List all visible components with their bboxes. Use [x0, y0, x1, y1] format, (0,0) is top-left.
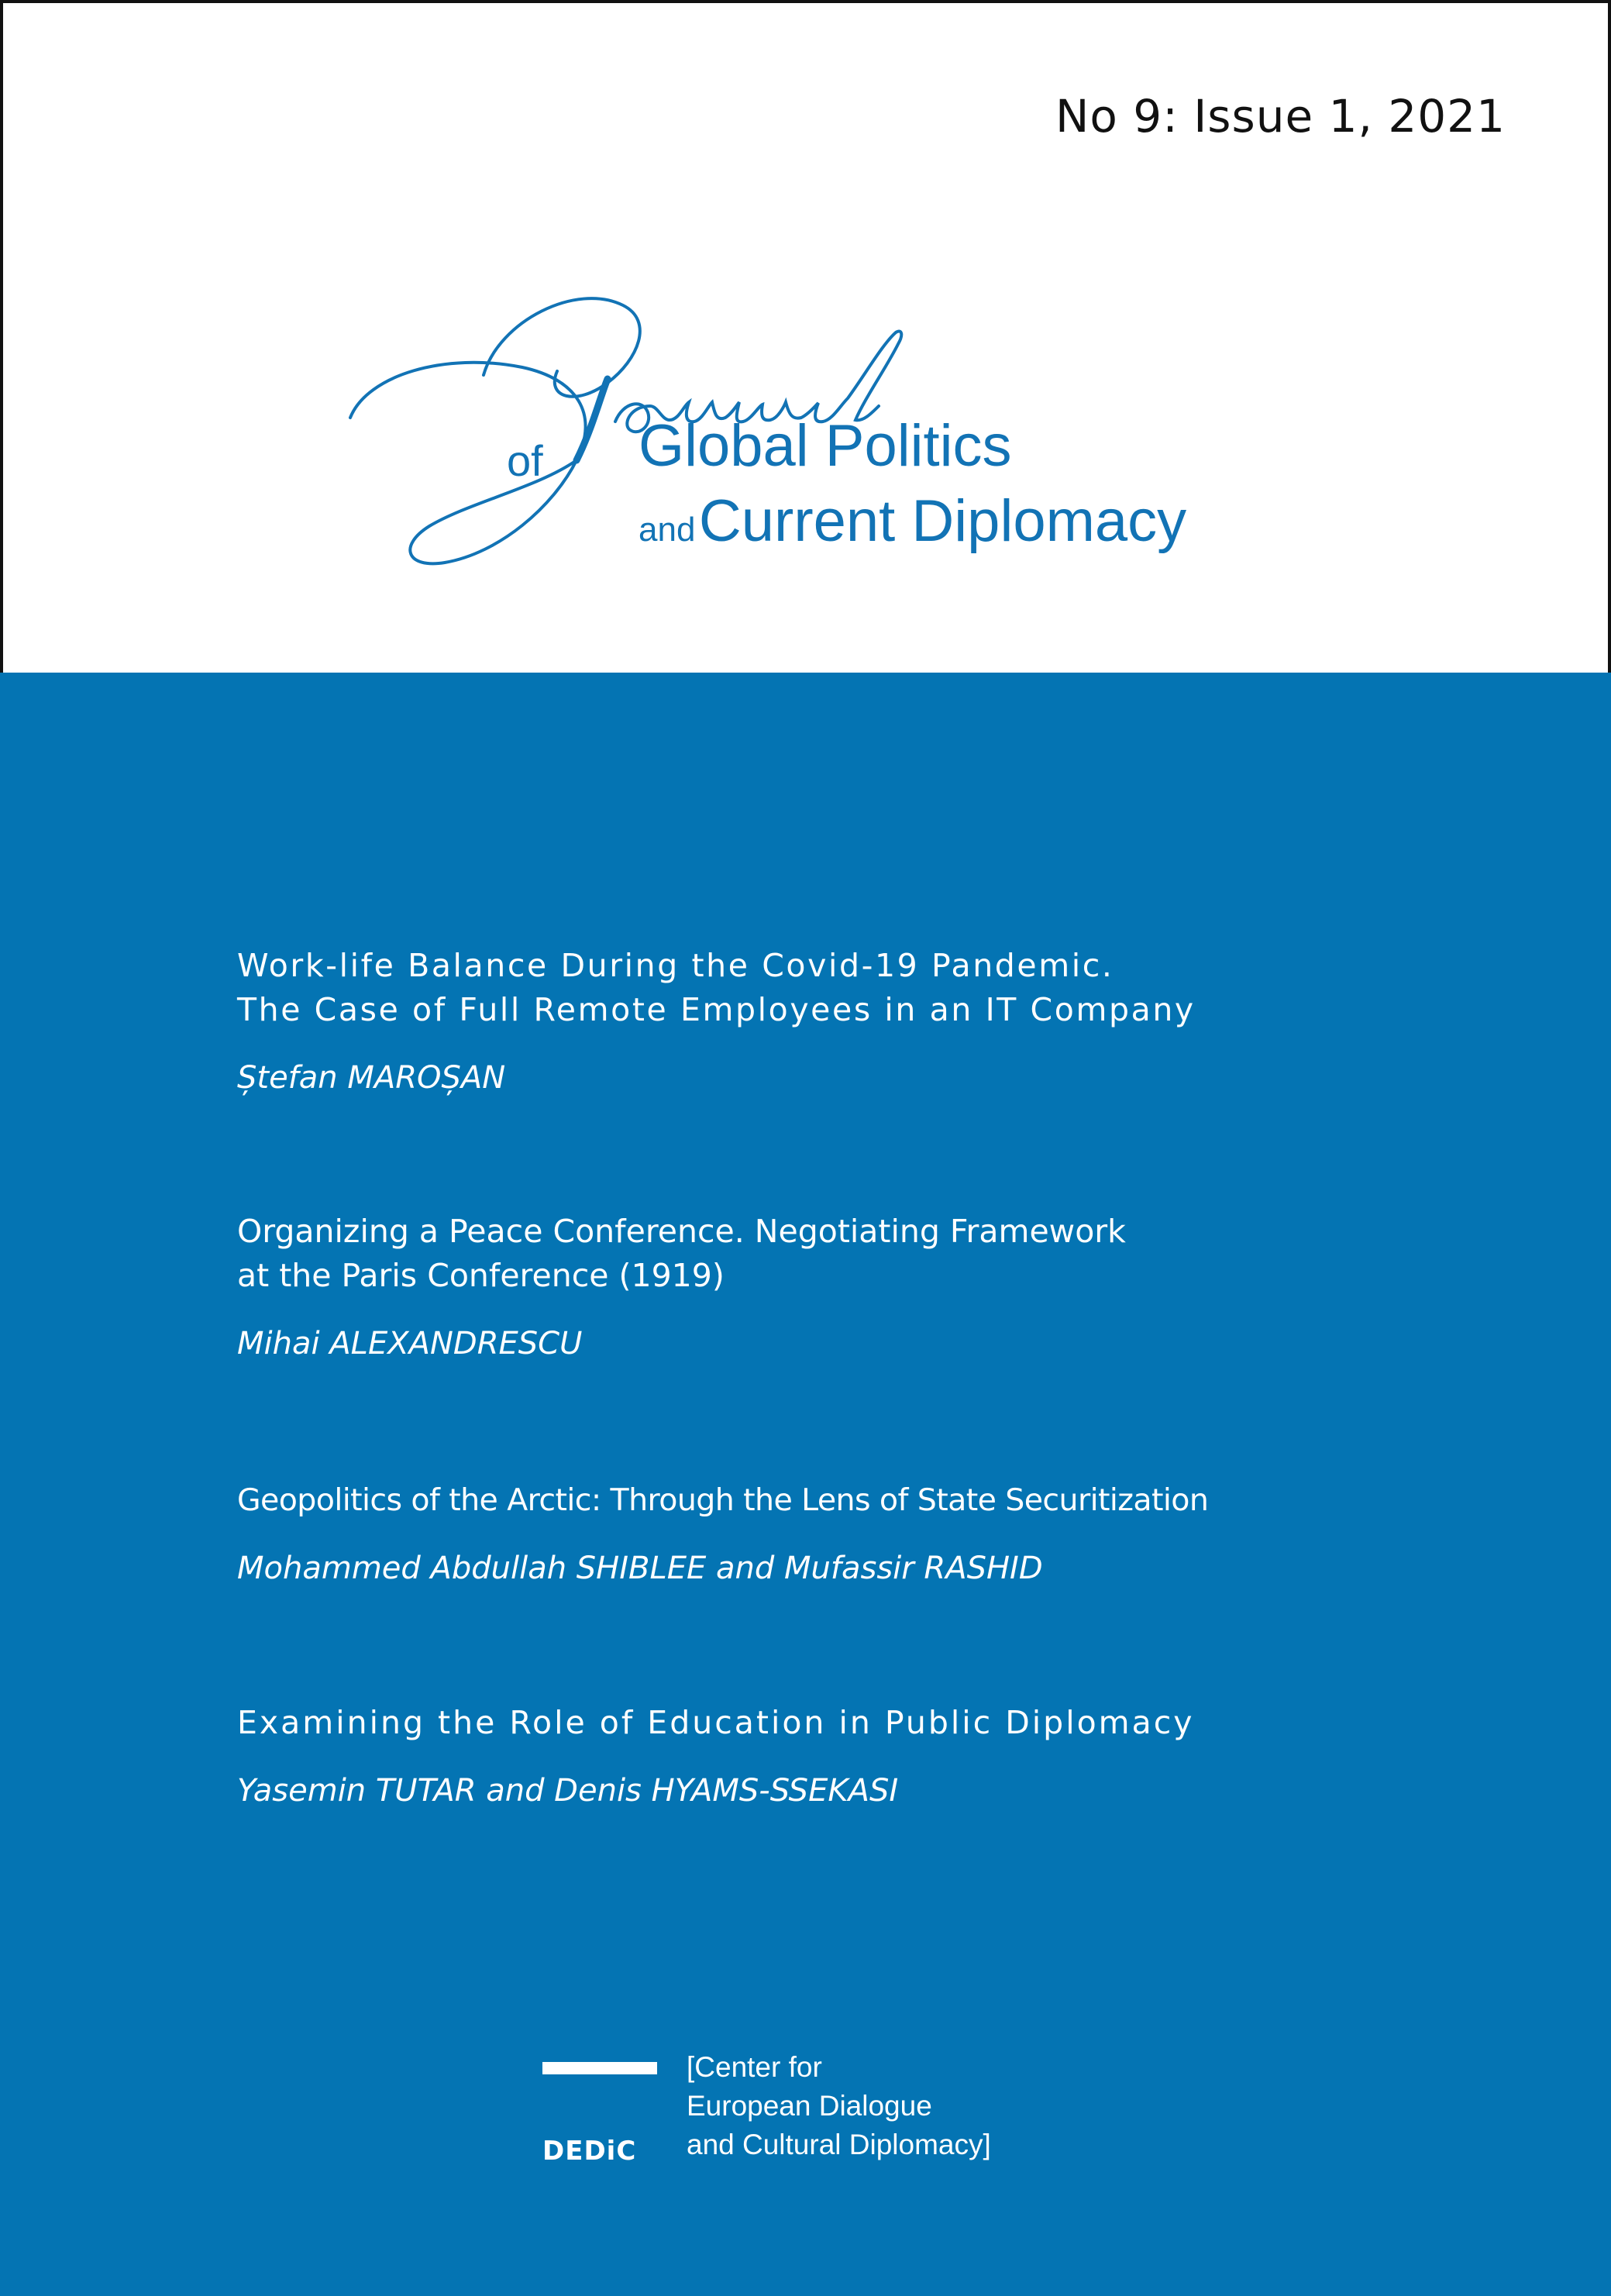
publisher-description [687, 2048, 991, 2164]
publisher-line: European Dialogue [687, 2090, 932, 2122]
article-authors: Ștefan MAROȘAN [237, 1060, 506, 1096]
publisher-name: DEDiC [542, 2136, 637, 2167]
cover-blue-panel [0, 673, 1611, 2296]
logo-and: and [639, 511, 696, 549]
article-item [237, 1701, 1415, 1809]
journal-logo [344, 290, 1351, 584]
issue-label: No 9: Issue 1, 2021 [1055, 90, 1506, 143]
logo-current-diplomacy-row [639, 487, 1186, 555]
publisher-block [542, 2051, 1085, 2217]
article-title: Organizing a Peace Conference. Negotiating Framework at the Paris Conference (1919) [237, 1213, 1126, 1294]
article-item [237, 1210, 1415, 1361]
article-title: Examining the Role of Education in Public Diplomacy [237, 1704, 1195, 1741]
logo-of: of [507, 436, 543, 485]
article-item [237, 1478, 1415, 1586]
article-item [237, 944, 1415, 1096]
article-authors: Mihai ALEXANDRESCU [237, 1326, 583, 1361]
article-authors: Mohammed Abdullah SHIBLEE and Mufassir RASHID [237, 1551, 1043, 1586]
article-title: Geopolitics of the Arctic: Through the Lens of State Securitization [237, 1482, 1209, 1518]
publisher-line: and Cultural Diplomacy] [687, 2129, 991, 2160]
article-title: Work-life Balance During the Covid-19 Pandemic. The Case of Full Remote Employees in an IT Company [237, 947, 1196, 1028]
article-authors: Yasemin TUTAR and Denis HYAMS-SSEKASI [237, 1773, 899, 1809]
dedic-bar [542, 2062, 657, 2074]
publisher-line: [Center for [687, 2051, 822, 2083]
logo-global-politics: Global Politics [639, 413, 1012, 479]
cover-top-panel [0, 0, 1611, 673]
logo-current-diplomacy: Current Diplomacy [698, 488, 1187, 554]
